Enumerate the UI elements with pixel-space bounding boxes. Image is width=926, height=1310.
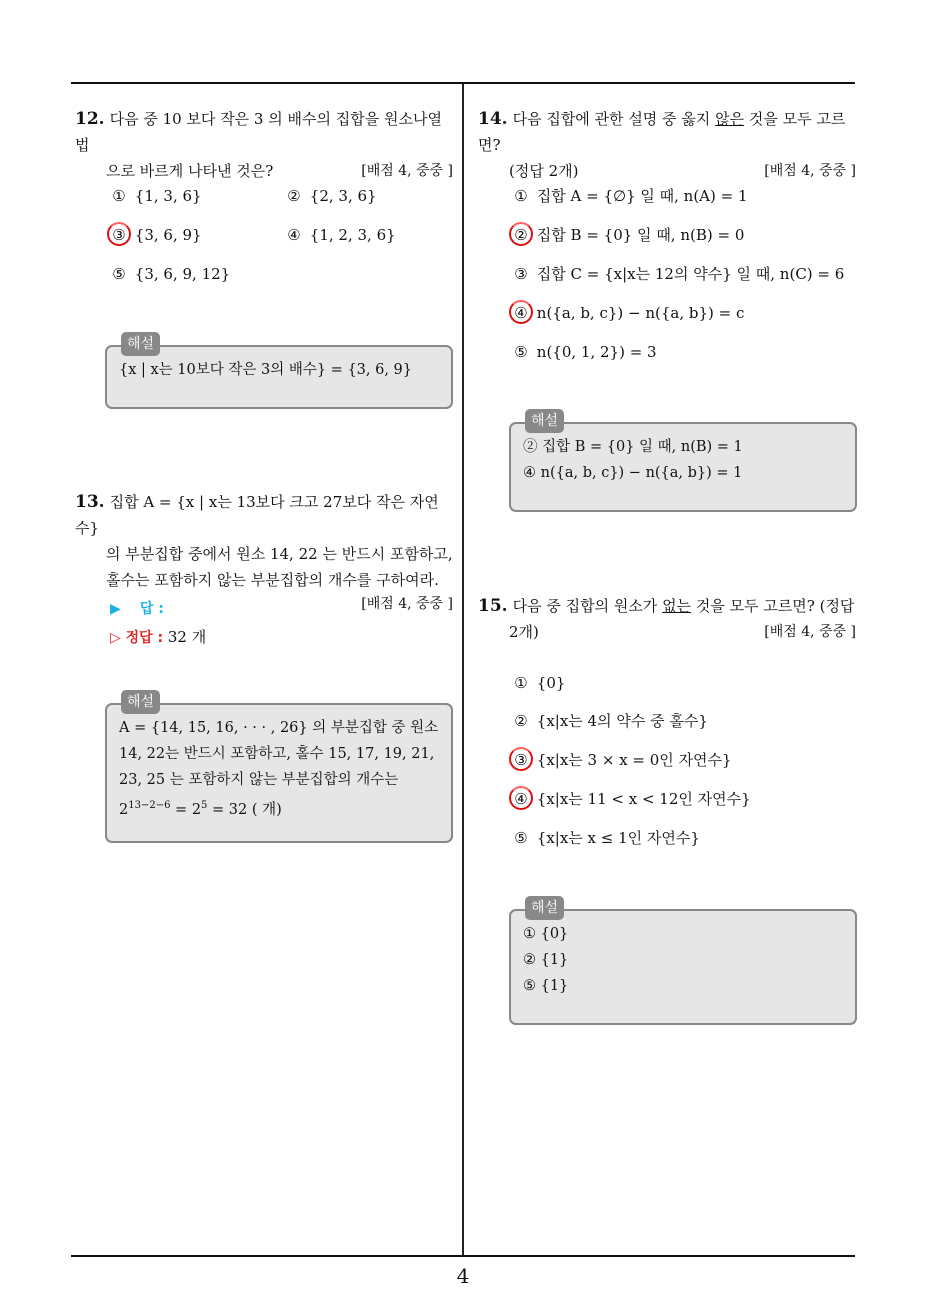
q15-option-5[interactable]: ⑤ {x|x는 x ≤ 1인 자연수} [514, 829, 700, 847]
q15-option-1[interactable]: ① {0} [514, 674, 566, 692]
q12-option-3[interactable]: ③ {3, 6, 9} [108, 224, 202, 246]
q13-solution-box: 해설 A = {14, 15, 16, · · · , 26} 의 부분집합 중 원소 14, 22는 반드시 포함하고, 홀수 15, 17, 19, 21, 23, 25 는 포함하지 않는 부분집합의 개수는 $2^{13-2-6} = 2^5 = 32$ ( 개) [105, 703, 453, 843]
q12-option-4[interactable]: ④ {1, 2, 3, 6} [287, 226, 396, 244]
q12-option-2[interactable]: ② {2, 3, 6} [287, 187, 377, 205]
q14-option-2[interactable]: ② 집합 B = {0} 일 때, n(B) = 0 [510, 224, 744, 246]
question-number: 15. [478, 596, 508, 616]
correct-answer [110, 626, 206, 647]
score-label: [배점 4, 중중 ] [764, 163, 856, 179]
answer-circle-mark [509, 222, 533, 246]
answer-field[interactable] [110, 598, 164, 618]
q14-solution-box: 해설 ② 집합 B = {0} 일 때, n(B) = 1 ④ n({a, b, c}) − n({a, b}) = 1 [509, 422, 857, 512]
question-number: 12. [75, 109, 105, 129]
q14-option-5[interactable]: ⑤ n({0, 1, 2}) = 3 [514, 343, 657, 361]
question-12-stem: 12. 다음 중 10 보다 작은 3 의 배수의 집합을 원소나열법 [75, 109, 442, 154]
solution-tab: 해설 [121, 332, 160, 356]
solution-tab: 해설 [525, 409, 564, 433]
correct-label: 정답 : [125, 630, 164, 646]
answer-circle-mark [509, 747, 533, 771]
q14-option-1[interactable]: ① 집합 A = {∅} 일 때, n(A) = 1 [514, 187, 748, 205]
score-label: [배점 4, 중중 ] [361, 596, 453, 612]
column-divider [462, 84, 464, 1256]
question-number: 14. [478, 109, 508, 129]
correct-value: 32 개 [167, 628, 207, 646]
solution-tab: 해설 [525, 896, 564, 920]
answer-circle-mark [509, 300, 533, 324]
q12-solution-box: 해설 {x | x는 10보다 작은 3의 배수} = {3, 6, 9} [105, 345, 453, 409]
question-number: 13. [75, 492, 105, 512]
question-15: 15. 다음 중 집합의 원소가 없는 것을 모두 고르면? (정답 2개) [배점 4, 중중 ] [478, 593, 856, 645]
answer-circle-mark [509, 786, 533, 810]
solution-tab: 해설 [121, 690, 160, 714]
q14-option-3[interactable]: ③ 집합 C = {x|x는 12의 약수} 일 때, n(C) = 6 [514, 265, 845, 283]
question-13: 13. 집합 A = {x | x는 13보다 크고 27보다 작은 자연수} 의 부분집합 중에서 원소 14, 22 는 반드시 포함하고, 홀수는 포함하지 않는 부분집합의 개수를 구하여라. [배점 4, 중중 ] [75, 492, 453, 612]
q14-option-4[interactable]: ④ n({a, b, c}) − n({a, b}) = c [510, 302, 744, 324]
q15-option-4[interactable]: ④ {x|x는 11 < x < 12인 자연수} [510, 788, 751, 810]
q12-option-5[interactable]: ⑤ {3, 6, 9, 12} [112, 265, 231, 283]
bottom-rule [71, 1255, 855, 1257]
q15-option-3[interactable]: ③ {x|x는 3 × x = 0인 자연수} [510, 749, 732, 771]
question-14: 14. 다음 집합에 관한 설명 중 옳지 않은 것을 모두 고르면? (정답 2개) [배점 4, 중중 ] [478, 106, 856, 184]
answer-marker: ▶ [110, 601, 121, 617]
score-label: [배점 4, 중중 ] [764, 624, 856, 640]
question-12: 12. 다음 중 10 보다 작은 3 의 배수의 집합을 원소나열법 으로 바르게 나타낸 것은? [배점 4, 중중 ] [75, 106, 453, 184]
q12-option-1[interactable]: ① {1, 3, 6} [112, 187, 202, 205]
q15-option-2[interactable]: ② {x|x는 4의 약수 중 홀수} [514, 712, 708, 730]
answer-label: 답 : [139, 601, 164, 617]
correct-marker: ▷ [110, 630, 121, 646]
page-number: 4 [456, 1264, 470, 1288]
q15-solution-box: 해설 ① {0} ② {1} ⑤ {1} [509, 909, 857, 1025]
score-label: [배점 4, 중중 ] [361, 163, 453, 179]
answer-circle-mark [107, 222, 131, 246]
